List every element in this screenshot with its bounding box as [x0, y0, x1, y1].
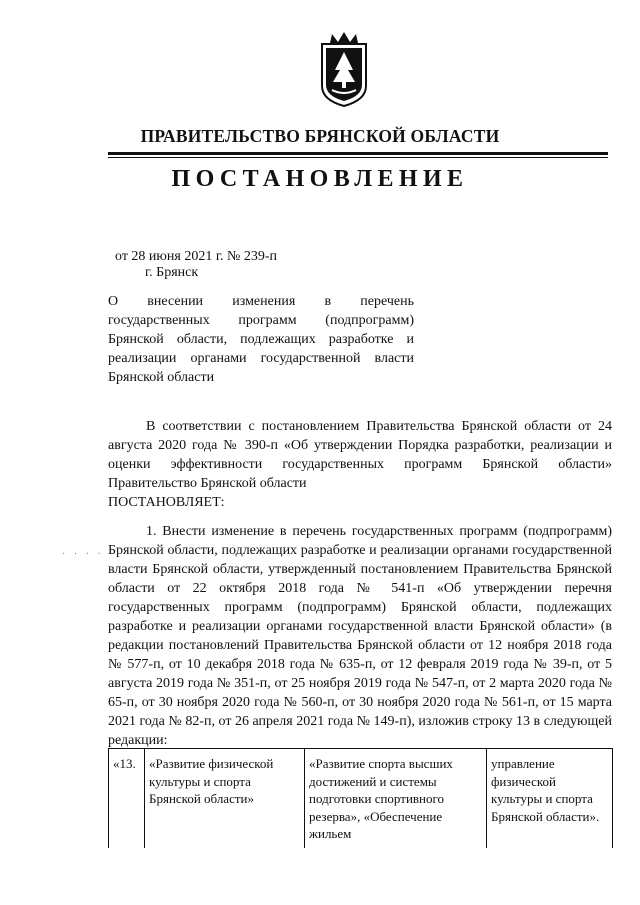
header-rule-thin — [108, 157, 608, 158]
preamble-block — [108, 417, 612, 512]
preamble-text: В соответствии с постановлением Правительства Брянской области от 24 августа 2020 года № 390-п «Об утверждении Порядка разработки, реализации и оценки эффективности государственных программ Брянской области» Правительство Брянской области — [108, 419, 612, 491]
table-cell-subprograms: «Развитие спорта высших достижений и системы подготовки спортивного резерва», «Обеспечение жильем — [305, 749, 487, 849]
scan-specks: · · · · — [62, 549, 104, 560]
organization-name: ПРАВИТЕЛЬСТВО БРЯНСКОЙ ОБЛАСТИ — [140, 126, 500, 146]
table-cell-executor: управление физической культуры и спорта Брянской области». — [487, 749, 613, 849]
document-type: ПОСТАНОВЛЕНИЕ — [171, 166, 469, 192]
city: г. Брянск — [145, 265, 199, 280]
table-cell-program: «Развитие физической культуры и спорта Брянской области» — [145, 749, 305, 849]
table-row — [109, 749, 613, 849]
item-1-text: 1. Внести изменение в перечень государственных программ (подпрограмм) Брянской области, подлежащих разработке и реализации органами государственной власти Брянской области, утвержденный постановлением Правительства Брянской области от 22 октября 2018 года № 541-п «Об утверждении перечня государственных программ (подпрограмм) Брянской области, подлежащих разработке и реализации органами государственной власти Брянской области» (в редакции постановлений Правительства Брянской области от 12 ноября 2018 года № 577-п, от 10 декабря 2018 года № 635-п, от 12 февраля 2019 года № 39-п, от 5 августа 2019 года № 351-п, от 25 ноября 2019 года № 547-п, от 2 марта 2020 года № 65-п, от 30 ноября 2020 года № 560-п, от 30 ноября 2020 года № 561-п, от 15 марта 2021 года № 82-п, от 26 апреля 2021 года № 149-п), изложив строку 13 в следующей редакции: — [108, 524, 612, 748]
table-cell-number: «13. — [109, 749, 145, 849]
resolves-text: ПОСТАНОВЛЯЕТ: — [108, 495, 225, 510]
header-rule-thick — [108, 152, 608, 155]
coat-of-arms-icon — [318, 30, 370, 108]
program-table — [108, 748, 613, 848]
date-number: от 28 июня 2021 г. № 239-п — [115, 249, 277, 264]
document-subject: О внесении изменения в перечень государственных программ (подпрограмм) Брянской области, подлежащих разработке и реализации органами государственной власти Брянской области — [108, 294, 414, 385]
